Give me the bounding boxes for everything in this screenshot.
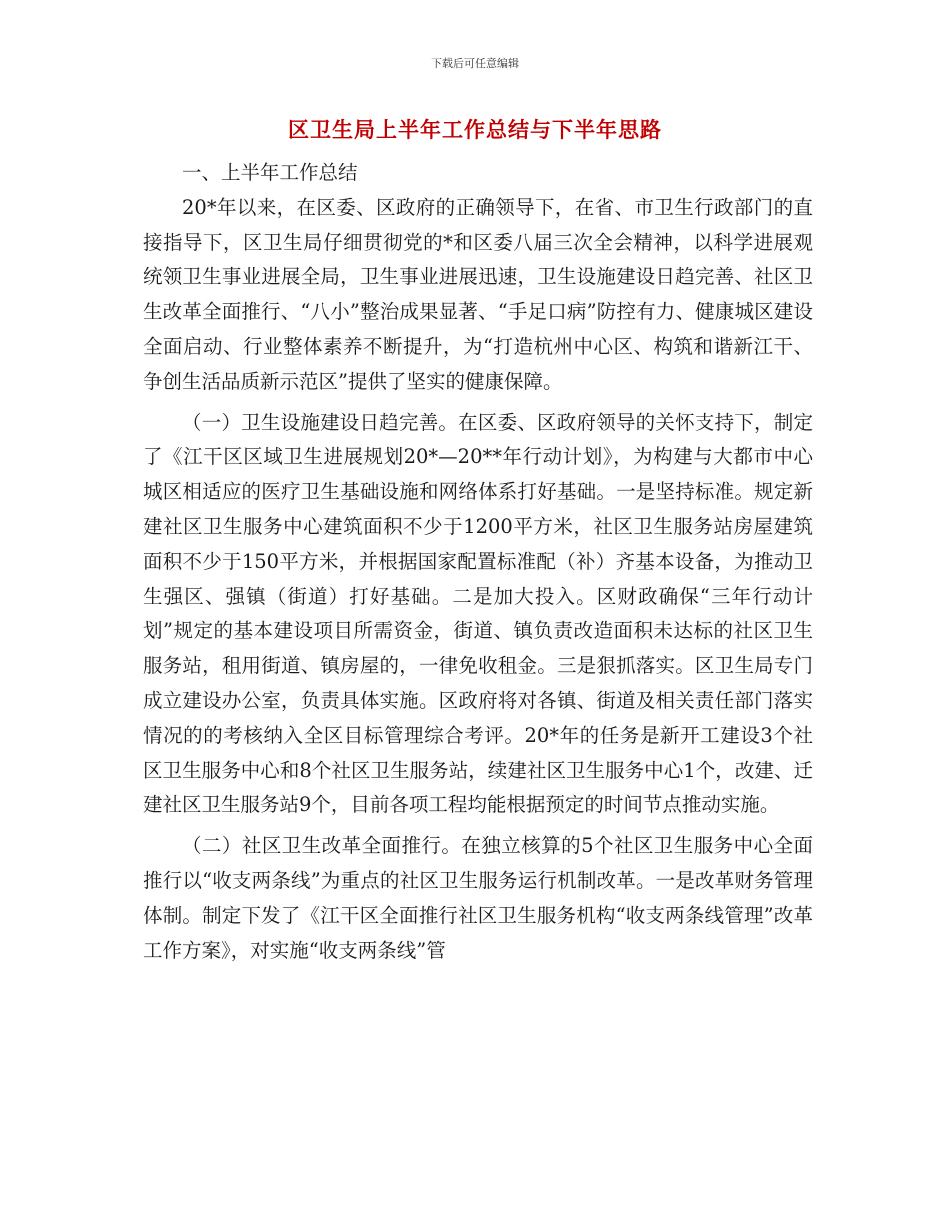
document-title: 区卫生局上半年工作总结与下半年思路 (288, 118, 662, 142)
header-note: 下载后可任意编辑 (431, 57, 519, 70)
document-body (143, 156, 813, 968)
paragraph-facilities: （一）卫生设施建设日趋完善。在区委、区政府领导的关怀支持下，制定了《江干区区域卫生进展规划20*—20**年行动计划》，为构建与大都市中心城区相适应的医疗卫生基础设施和网络体系打好基础。一是坚持标准。规定新建社区卫生服务中心建筑面积不少于1200平方米，社区卫生服务站房屋建筑面积不少于150平方米，并根据国家配置标准配（补）齐基本设备，为推动卫生强区、强镇（街道）打好基础。二是加大投入。区财政确保“三年行动计划”规定的基本建设项目所需资金，街道、镇负责改造面积未达标的社区卫生服务站，租用街道、镇房屋的，一律免收租金。三是狠抓落实。区卫生局专门成立建设办公室，负责具体实施。区政府将对各镇、街道及相关责任部门落实情况的的考核纳入全区目标管理综合考评。20*年的任务是新开工建设3个社区卫生服务中心和8个社区卫生服务站，续建社区卫生服务中心1个，改建、迁建社区卫生服务站9个，目前各项工程均能根据预定的时间节点推动实施。 (143, 410, 813, 817)
paragraph-community-reform: （二）社区卫生改革全面推行。在独立核算的5个社区卫生服务中心全面推行以“收支两条线”为重点的社区卫生服务运行机制改革。一是改革财务管理体制。制定下发了《江干区全面推行社区卫生服务机构“收支两条线管理”改革工作方案》，对实施“收支两条线”管 (143, 834, 813, 962)
section-heading: 一、上半年工作总结 (182, 161, 358, 184)
paragraph-intro: 20*年以来，在区委、区政府的正确领导下，在省、市卫生行政部门的直接指导下，区卫生局仔细贯彻党的*和区委八届三次全会精神，以科学进展观统领卫生事业进展全局，卫生事业进展迅速，卫生设施建设日趋完善、社区卫生改革全面推行、“八小”整治成果显著、“手足口病”防控有力、健康城区建设全面启动、行业整体素养不断提升，为“打造杭州中心区、构筑和谐新江干、争创生活品质新示范区”提供了坚实的健康保障。 (143, 195, 813, 393)
